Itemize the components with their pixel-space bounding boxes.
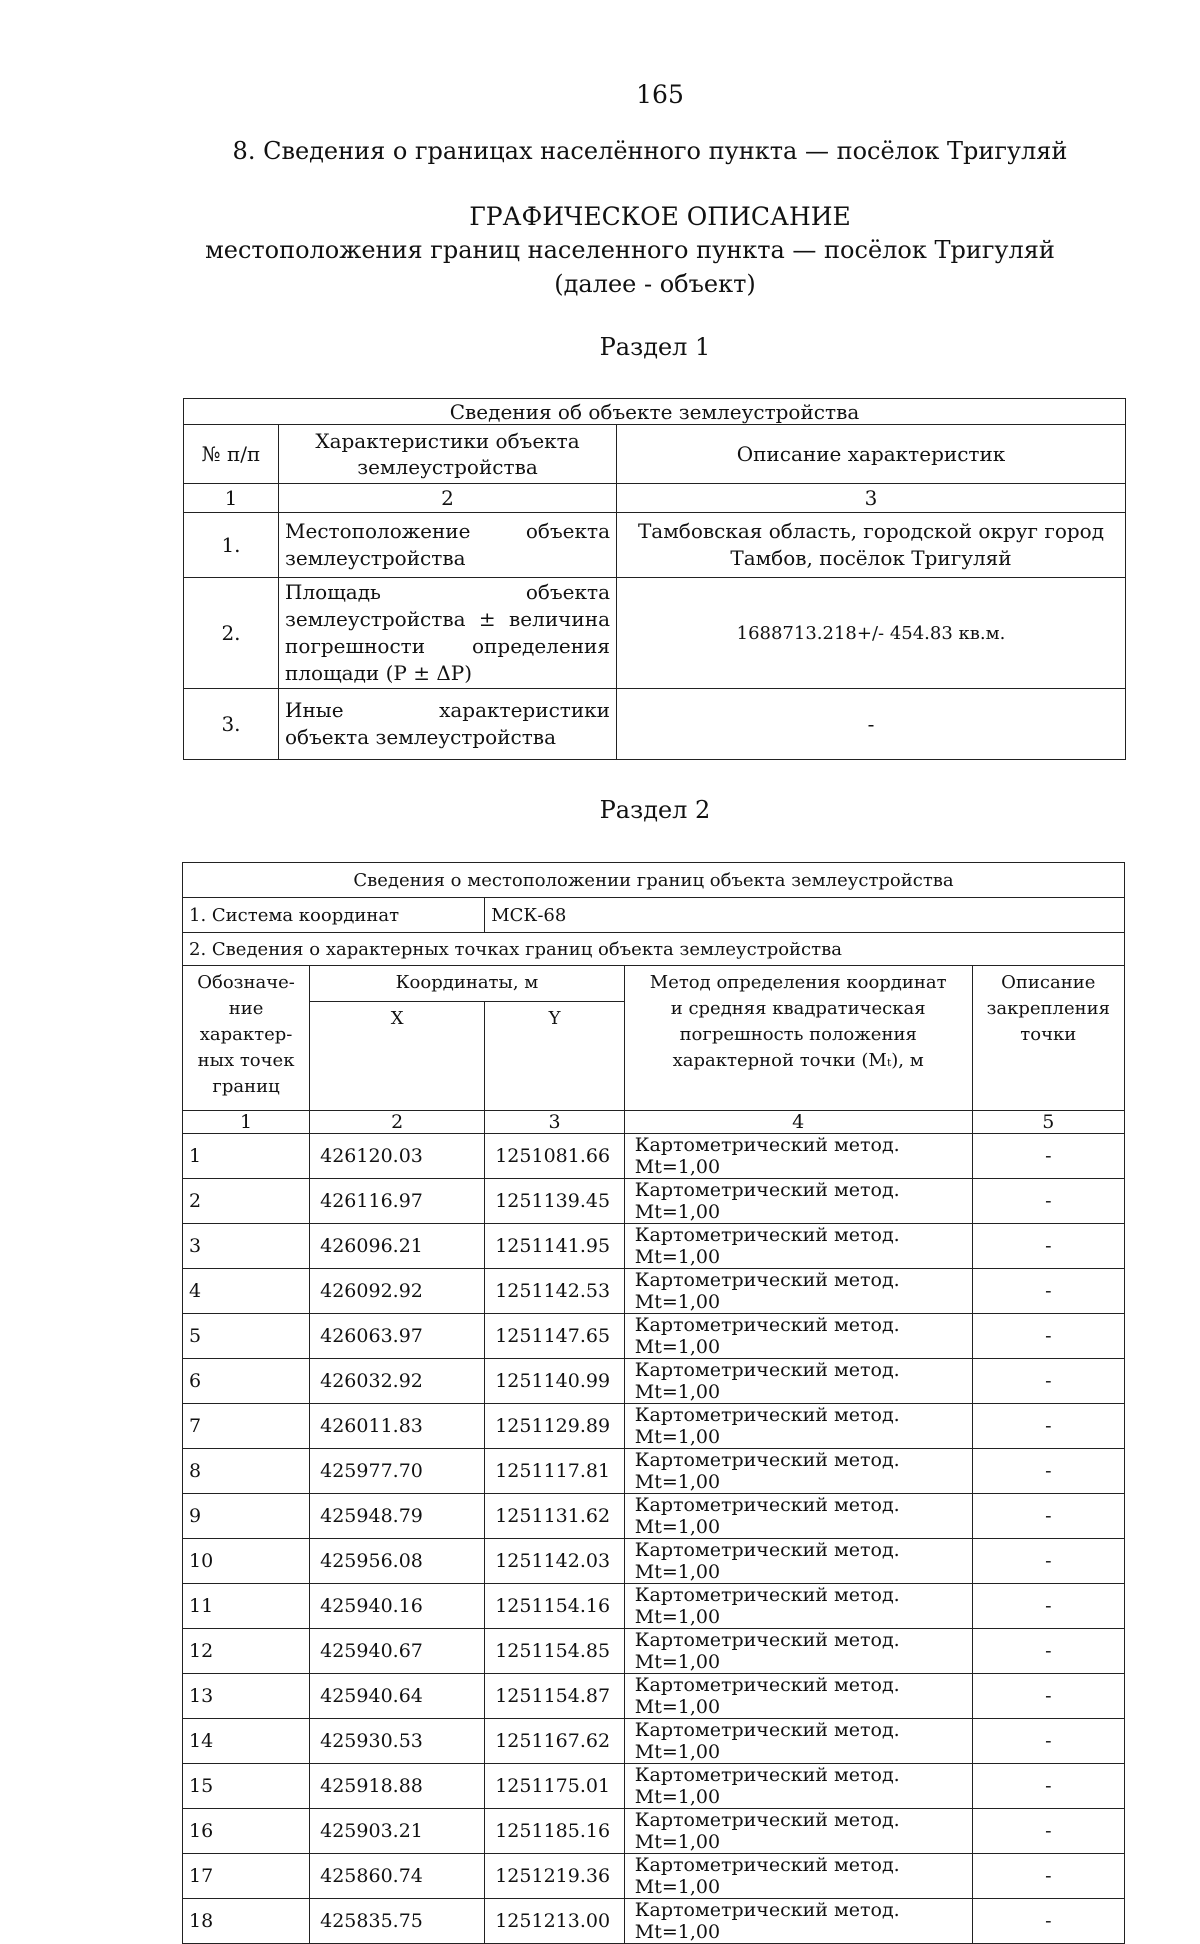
point-fixing: - bbox=[972, 1404, 1124, 1449]
point-id: 16 bbox=[183, 1809, 310, 1854]
point-fixing: - bbox=[972, 1899, 1124, 1944]
table-row bbox=[183, 1539, 1125, 1584]
point-id: 11 bbox=[183, 1584, 310, 1629]
point-id: 3 bbox=[183, 1224, 310, 1269]
point-y: 1251142.03 bbox=[485, 1539, 625, 1584]
point-fixing: - bbox=[972, 1359, 1124, 1404]
column-header-method: Метод определения координат и средняя квадратическая погрешность положения характерной точки (Mₜ), м bbox=[624, 966, 972, 1111]
row-characteristic: Площадь объекта землеустройства ± величина погрешности определения площади (P ± ΔP) bbox=[279, 578, 617, 689]
coord-system-value: МСК-68 bbox=[485, 898, 1125, 933]
point-id: 7 bbox=[183, 1404, 310, 1449]
table-row bbox=[183, 1269, 1125, 1314]
table-row bbox=[183, 1404, 1125, 1449]
row-description: 1688713.218+/- 454.83 кв.м. bbox=[617, 578, 1126, 689]
point-method: Картометрический метод. Mt=1,00 bbox=[624, 1674, 972, 1719]
point-id: 13 bbox=[183, 1674, 310, 1719]
column-number: 2 bbox=[310, 1111, 485, 1134]
point-id: 2 bbox=[183, 1179, 310, 1224]
point-x: 425977.70 bbox=[310, 1449, 485, 1494]
point-id: 1 bbox=[183, 1134, 310, 1179]
point-x: 425940.67 bbox=[310, 1629, 485, 1674]
point-method: Картометрический метод. Mt=1,00 bbox=[624, 1719, 972, 1764]
point-id: 4 bbox=[183, 1269, 310, 1314]
point-method: Картометрический метод. Mt=1,00 bbox=[624, 1629, 972, 1674]
point-x: 426011.83 bbox=[310, 1404, 485, 1449]
point-fixing: - bbox=[972, 1224, 1124, 1269]
section2-title: Раздел 2 bbox=[599, 796, 711, 824]
point-method: Картометрический метод. Mt=1,00 bbox=[624, 1224, 972, 1269]
point-x: 426116.97 bbox=[310, 1179, 485, 1224]
point-x: 426120.03 bbox=[310, 1134, 485, 1179]
column-number: 1 bbox=[183, 1111, 310, 1134]
table-row bbox=[183, 1899, 1125, 1944]
table-row bbox=[183, 1584, 1125, 1629]
point-fixing: - bbox=[972, 1314, 1124, 1359]
point-method: Картометрический метод. Mt=1,00 bbox=[624, 1584, 972, 1629]
table-header: Сведения об объекте землеустройства bbox=[184, 399, 1126, 425]
page-number: 165 bbox=[636, 80, 684, 109]
column-header-number: № п/п bbox=[184, 425, 279, 484]
point-x: 425940.16 bbox=[310, 1584, 485, 1629]
point-method: Картометрический метод. Mt=1,00 bbox=[624, 1449, 972, 1494]
point-method: Картометрический метод. Mt=1,00 bbox=[624, 1269, 972, 1314]
point-x: 426092.92 bbox=[310, 1269, 485, 1314]
point-x: 425918.88 bbox=[310, 1764, 485, 1809]
column-header-x: X bbox=[310, 1002, 485, 1111]
table-row bbox=[183, 1854, 1125, 1899]
point-fixing: - bbox=[972, 1494, 1124, 1539]
point-y: 1251219.36 bbox=[485, 1854, 625, 1899]
column-header-characteristic: Характеристики объекта землеустройства bbox=[279, 425, 617, 484]
point-y: 1251142.53 bbox=[485, 1269, 625, 1314]
table-row bbox=[183, 1179, 1125, 1224]
point-method: Картометрический метод. Mt=1,00 bbox=[624, 1134, 972, 1179]
document-subtitle: местоположения границ населенного пункта — посёлок Тригуляй bbox=[205, 236, 1055, 264]
column-header-point-id: Обозначе-ние характер-ных точек границ bbox=[183, 966, 310, 1111]
point-method: Картометрический метод. Mt=1,00 bbox=[624, 1494, 972, 1539]
column-header-y: Y bbox=[485, 1002, 625, 1111]
point-x: 425956.08 bbox=[310, 1539, 485, 1584]
point-y: 1251154.16 bbox=[485, 1584, 625, 1629]
point-fixing: - bbox=[972, 1269, 1124, 1314]
point-method: Картометрический метод. Mt=1,00 bbox=[624, 1404, 972, 1449]
point-method: Картометрический метод. Mt=1,00 bbox=[624, 1899, 972, 1944]
point-fixing: - bbox=[972, 1629, 1124, 1674]
row-number: 3. bbox=[184, 689, 279, 760]
point-id: 18 bbox=[183, 1899, 310, 1944]
column-number: 3 bbox=[485, 1111, 625, 1134]
column-number: 2 bbox=[279, 484, 617, 513]
object-info-table bbox=[183, 398, 1126, 760]
row-description: - bbox=[617, 689, 1126, 760]
point-y: 1251167.62 bbox=[485, 1719, 625, 1764]
point-id: 17 bbox=[183, 1854, 310, 1899]
point-y: 1251141.95 bbox=[485, 1224, 625, 1269]
point-fixing: - bbox=[972, 1764, 1124, 1809]
point-x: 425835.75 bbox=[310, 1899, 485, 1944]
point-id: 8 bbox=[183, 1449, 310, 1494]
point-fixing: - bbox=[972, 1539, 1124, 1584]
column-header-coordinates: Координаты, м bbox=[310, 966, 625, 1002]
point-y: 1251185.16 bbox=[485, 1809, 625, 1854]
column-number: 3 bbox=[617, 484, 1126, 513]
table-row bbox=[183, 1134, 1125, 1179]
row-characteristic: Иные характеристики объекта землеустройства bbox=[279, 689, 617, 760]
point-method: Картометрический метод. Mt=1,00 bbox=[624, 1764, 972, 1809]
section-heading: 8. Сведения о границах населённого пункта — посёлок Тригуляй bbox=[232, 137, 1068, 165]
column-header-fixing: Описание закрепления точки bbox=[972, 966, 1124, 1111]
column-number: 5 bbox=[972, 1111, 1124, 1134]
point-y: 1251154.87 bbox=[485, 1674, 625, 1719]
document-subtitle-note: (далее - объект) bbox=[554, 270, 756, 298]
column-number: 4 bbox=[624, 1111, 972, 1134]
column-header-description: Описание характеристик bbox=[617, 425, 1126, 484]
point-x: 426032.92 bbox=[310, 1359, 485, 1404]
point-x: 425860.74 bbox=[310, 1854, 485, 1899]
points-header: 2. Сведения о характерных точках границ объекта землеустройства bbox=[183, 933, 1125, 966]
section1-title: Раздел 1 bbox=[599, 333, 711, 361]
point-y: 1251147.65 bbox=[485, 1314, 625, 1359]
table-row bbox=[183, 1314, 1125, 1359]
table-row bbox=[183, 1674, 1125, 1719]
column-number: 1 bbox=[184, 484, 279, 513]
point-fixing: - bbox=[972, 1854, 1124, 1899]
point-x: 426096.21 bbox=[310, 1224, 485, 1269]
point-y: 1251131.62 bbox=[485, 1494, 625, 1539]
point-method: Картометрический метод. Mt=1,00 bbox=[624, 1854, 972, 1899]
table-row bbox=[184, 578, 1126, 689]
point-id: 5 bbox=[183, 1314, 310, 1359]
table-row bbox=[183, 1494, 1125, 1539]
row-description: Тамбовская область, городской округ город Тамбов, посёлок Тригуляй bbox=[617, 513, 1126, 578]
point-id: 14 bbox=[183, 1719, 310, 1764]
point-fixing: - bbox=[972, 1674, 1124, 1719]
point-fixing: - bbox=[972, 1179, 1124, 1224]
point-id: 10 bbox=[183, 1539, 310, 1584]
point-y: 1251129.89 bbox=[485, 1404, 625, 1449]
table-row bbox=[183, 1719, 1125, 1764]
point-method: Картометрический метод. Mt=1,00 bbox=[624, 1359, 972, 1404]
point-y: 1251140.99 bbox=[485, 1359, 625, 1404]
row-characteristic: Местоположение объекта землеустройства bbox=[279, 513, 617, 578]
point-y: 1251139.45 bbox=[485, 1179, 625, 1224]
row-number: 1. bbox=[184, 513, 279, 578]
point-id: 6 bbox=[183, 1359, 310, 1404]
point-x: 425940.64 bbox=[310, 1674, 485, 1719]
point-y: 1251081.66 bbox=[485, 1134, 625, 1179]
point-fixing: - bbox=[972, 1719, 1124, 1764]
boundary-points-table bbox=[182, 862, 1125, 1944]
point-method: Картометрический метод. Mt=1,00 bbox=[624, 1179, 972, 1224]
point-id: 12 bbox=[183, 1629, 310, 1674]
point-y: 1251175.01 bbox=[485, 1764, 625, 1809]
row-number: 2. bbox=[184, 578, 279, 689]
point-method: Картометрический метод. Mt=1,00 bbox=[624, 1539, 972, 1584]
table-row bbox=[184, 513, 1126, 578]
document-title: ГРАФИЧЕСКОЕ ОПИСАНИЕ bbox=[469, 202, 851, 231]
table-header: Сведения о местоположении границ объекта землеустройства bbox=[183, 863, 1125, 898]
point-x: 426063.97 bbox=[310, 1314, 485, 1359]
point-fixing: - bbox=[972, 1809, 1124, 1854]
table-row bbox=[184, 689, 1126, 760]
point-fixing: - bbox=[972, 1134, 1124, 1179]
table-row bbox=[183, 1449, 1125, 1494]
point-x: 425903.21 bbox=[310, 1809, 485, 1854]
point-x: 425948.79 bbox=[310, 1494, 485, 1539]
point-id: 15 bbox=[183, 1764, 310, 1809]
point-method: Картометрический метод. Mt=1,00 bbox=[624, 1809, 972, 1854]
point-fixing: - bbox=[972, 1449, 1124, 1494]
point-y: 1251154.85 bbox=[485, 1629, 625, 1674]
table-row bbox=[183, 1764, 1125, 1809]
coord-system-label: 1. Система координат bbox=[183, 898, 485, 933]
point-method: Картометрический метод. Mt=1,00 bbox=[624, 1314, 972, 1359]
table-row bbox=[183, 1359, 1125, 1404]
point-id: 9 bbox=[183, 1494, 310, 1539]
table-row bbox=[183, 1809, 1125, 1854]
point-fixing: - bbox=[972, 1584, 1124, 1629]
point-y: 1251117.81 bbox=[485, 1449, 625, 1494]
point-x: 425930.53 bbox=[310, 1719, 485, 1764]
table-row bbox=[183, 1224, 1125, 1269]
table-row bbox=[183, 1629, 1125, 1674]
point-y: 1251213.00 bbox=[485, 1899, 625, 1944]
